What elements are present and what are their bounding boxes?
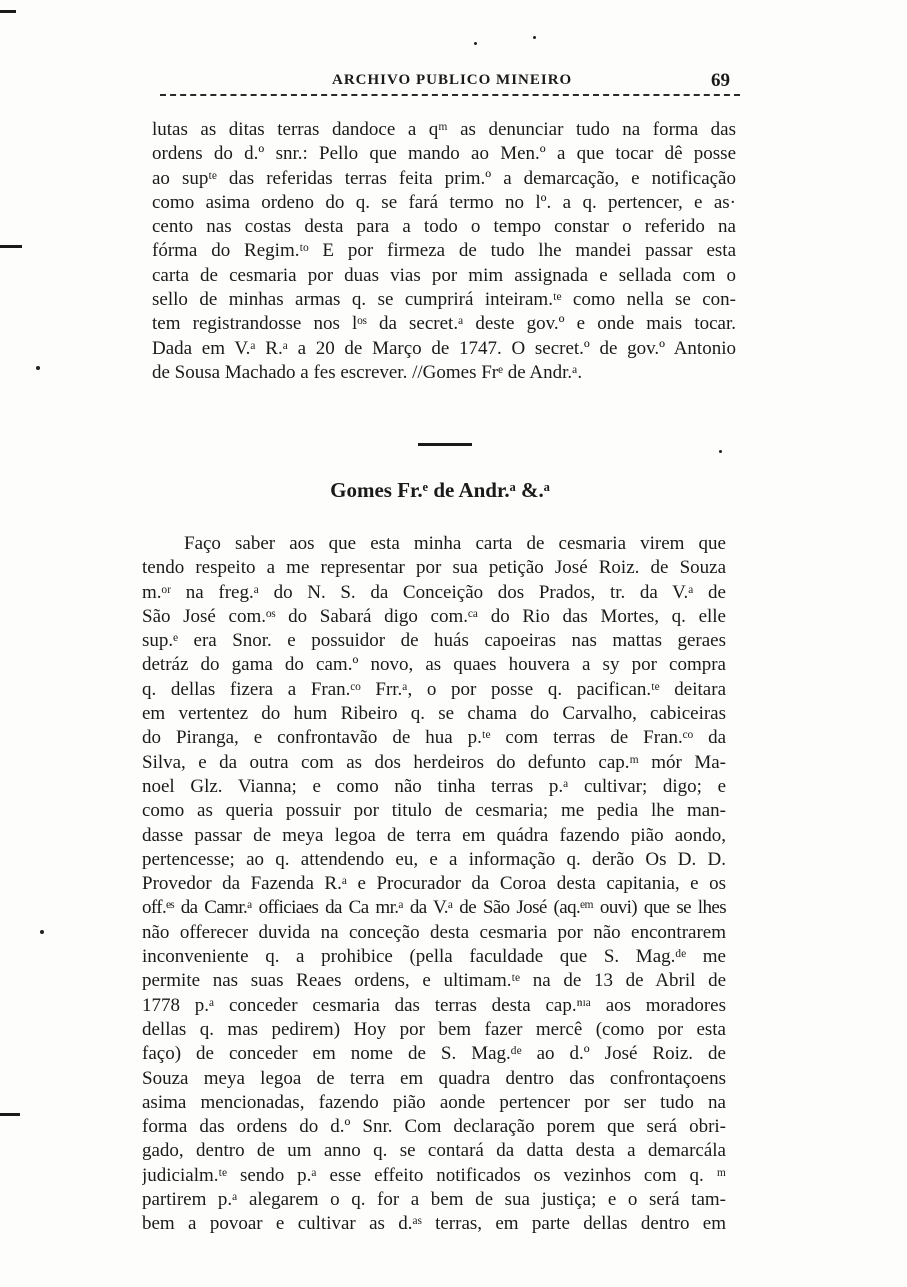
header-rule: [160, 94, 740, 96]
text-line: faço) de conceder em nome de S. Mag.ᵈᵉ ao d.º José Roiz. de: [142, 1043, 726, 1065]
text-line: Faço saber aos que esta minha carta de cesmaria virem que: [184, 533, 726, 554]
text-line: q. dellas fizera a Fran.ᶜᵒ Frr.ᵃ, o por posse q. pacifican.ᵗᵉ deitara: [142, 678, 726, 700]
paragraph-continuation: [152, 118, 736, 385]
scan-speck: [36, 366, 40, 370]
text-line: gado, dentro de um anno q. se contará da datta desta a demarcála: [142, 1140, 726, 1162]
text-line: fórma do Regim.ᵗᵒ E por firmeza de tudo lhe mandei passar esta: [152, 240, 736, 262]
scan-speck: [474, 42, 477, 45]
text-line: como as queria possuir por titulo de cesmaria; me pedia lhe man-: [142, 800, 726, 822]
page-number: 69: [711, 70, 730, 91]
text-line: bem a povoar e cultivar as d.ᵃˢ terras, em parte dellas dentro em: [142, 1213, 726, 1235]
text-line: de Sousa Machado a fes escrever. //Gomes Frᵉ de Andr.ᵃ.: [152, 361, 583, 383]
text-line: tem registrandosse nos lᵒˢ da secret.ᵃ deste gov.º e onde mais tocar.: [152, 313, 736, 335]
text-line: como asima ordeno do q. se fará termo no lº. a q. pertencer, e as·: [152, 191, 736, 213]
text-line: tendo respeito a me representar por sua petição José Roiz. de Souza: [142, 557, 726, 579]
text-line: São José com.ᵒˢ do Sabará digo com.ᶜᵃ do Rio das Mortes, q. elle: [142, 605, 726, 627]
text-line: partirem p.ᵃ alegarem o q. for a bem de sua justiça; e o será tam-: [142, 1189, 726, 1211]
text-line: detráz do gama do cam.º novo, as quaes houvera a sy por compra: [142, 654, 726, 676]
text-line: sup.ᵉ era Snor. e possuidor de huás capoeiras nas mattas geraes: [142, 630, 726, 652]
text-line: forma das ordens do d.º Snr. Com declaração porem que será obri-: [142, 1116, 726, 1138]
text-line: m.ᵒʳ na freg.ᵃ do N. S. da Conceição dos Prados, tr. da V.ᵃ de: [142, 581, 726, 603]
margin-mark: [0, 10, 16, 13]
text-line: pertencesse; ao q. attendendo eu, e a informação q. derão Os D. D.: [142, 848, 726, 870]
text-line: cento nas costas desta para a todo o tempo constar o referido na: [152, 216, 736, 238]
text-line: carta de cesmaria por duas vias por mim assignada e sellada com o: [152, 264, 736, 286]
text-line: sello de minhas armas q. se cumprirá inteiram.ᵗᵉ como nella se con-: [152, 289, 736, 311]
running-title: ARCHIVO PUBLICO MINEIRO: [332, 72, 573, 88]
text-line: Souza meya legoa de terra em quadra dentro das confrontaçoens: [142, 1067, 726, 1089]
text-line: asima mencionadas, fazendo pião aonde pertencer por ser tudo na: [142, 1091, 726, 1113]
text-line: dasse passar de meya legoa de terra em quádra fazendo pião aondo,: [142, 824, 726, 846]
text-line: ordens do d.º snr.: Pello que mando ao Men.º a que tocar dê posse: [152, 143, 736, 165]
section-separator: [418, 443, 472, 446]
text-line: 1778 p.ᵃ conceder cesmaria das terras desta cap.ⁿᶦᵃ aos moradores: [142, 994, 726, 1016]
text-line: dellas q. mas pedirem) Hoy por bem fazer mercê (como por esta: [142, 1018, 726, 1040]
page-header: [160, 66, 740, 100]
text-line: ao supᵗᵉ das referidas terras feita prim.º a demarcação, e notificação: [152, 167, 736, 189]
text-line: lutas as ditas terras dandoce a qᵐ as denunciar tudo na forma das: [152, 119, 736, 140]
text-line: permite nas suas Reaes ordens, e ultimam.ᵗᵉ na de 13 de Abril de: [142, 970, 726, 992]
text-line: Provedor da Fazenda R.ᵃ e Procurador da Coroa desta capitania, e os: [142, 873, 726, 895]
text-line: Dada em V.ᵃ R.ᵃ a 20 de Março de 1747. O secret.º de gov.º Antonio: [152, 337, 736, 359]
text-line: off.ᵉˢ da Camr.ᵃ officiaes da Ca mr.ᵃ da V.ᵃ de São José (aq.ᵉᵐ ouvi) que se lhes: [142, 897, 726, 919]
scan-speck: [40, 930, 44, 934]
text-line: em vertentez do hum Ribeiro q. se chama do Carvalho, cabiceiras: [142, 703, 726, 725]
scan-speck: [719, 450, 722, 453]
section-heading: Gomes Fr.ᵉ de Andr.ᵃ &.ᵃ: [330, 478, 550, 502]
text-line: Silva, e da outra com as dos herdeiros do defunto cap.ᵐ mór Ma-: [142, 751, 726, 773]
text-line: do Piranga, e confrontavão de hua p.ᵗᵉ com terras de Fran.ᶜᵒ da: [142, 727, 726, 749]
text-line: inconveniente q. a prohibice (pella faculdade que S. Mag.ᵈᵉ me: [142, 946, 726, 968]
text-line: não offerecer duvida na conceção desta cesmaria por não encontrarem: [142, 921, 726, 943]
scan-speck: [533, 36, 536, 39]
paragraph-main: [142, 532, 726, 1237]
margin-mark: [0, 1113, 20, 1116]
margin-mark: [0, 245, 22, 248]
text-line: noel Glz. Vianna; e como não tinha terras p.ᵃ cultivar; digo; e: [142, 775, 726, 797]
text-line: judicialm.ᵗᵉ sendo p.ᵃ esse effeito notificados os vezinhos com q. ᵐ: [142, 1164, 726, 1186]
